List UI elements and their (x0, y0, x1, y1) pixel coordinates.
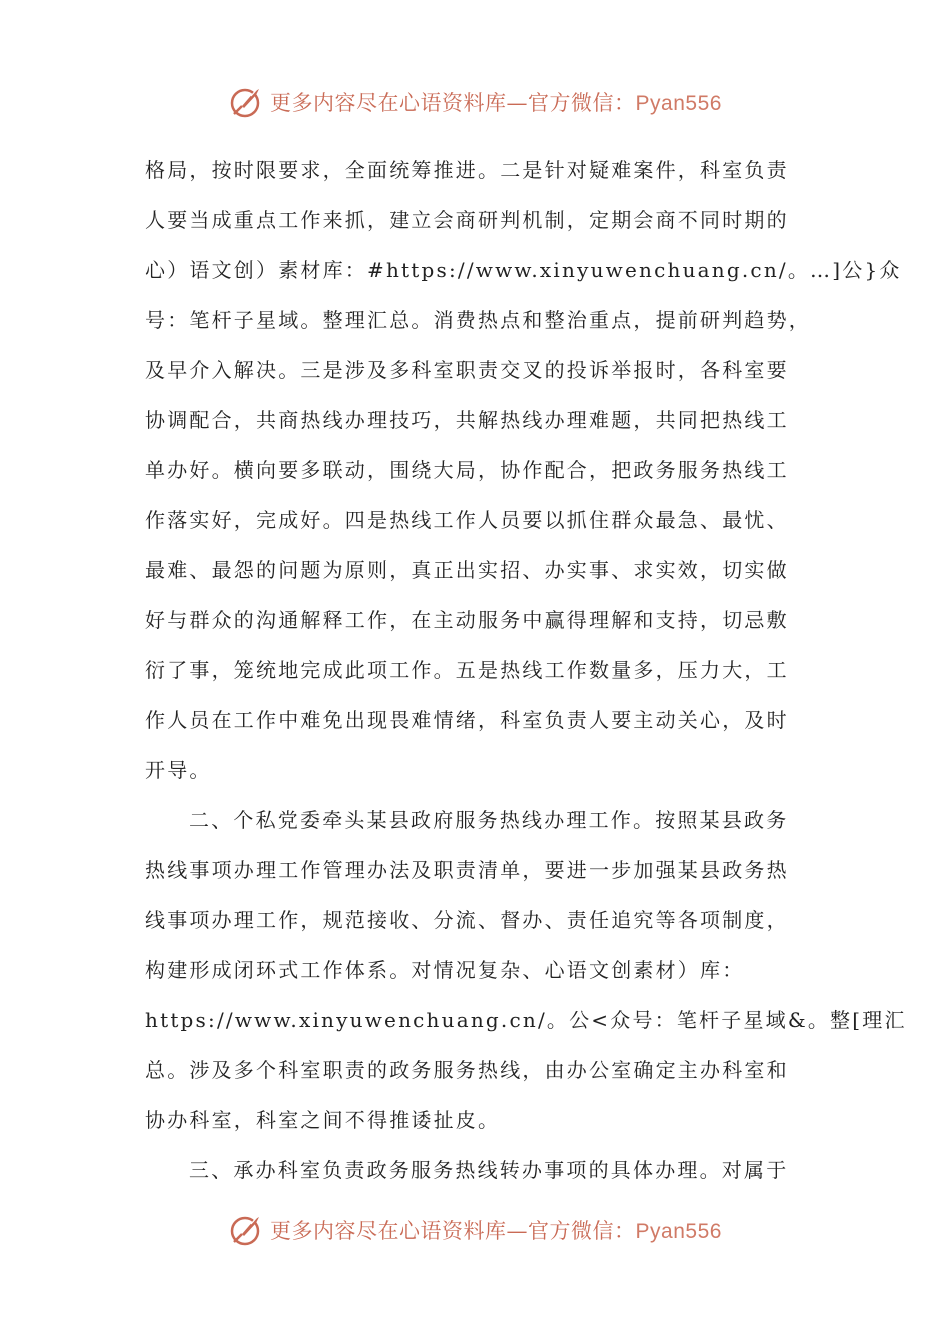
body-line: 作落实好，完成好。四是热线工作人员要以抓住群众最急、最忧、 (145, 508, 789, 532)
body-line-url: https://www.xinyuwenchuang.cn/。公<众号：笔杆子星域&。整[理汇 (145, 1008, 907, 1032)
body-line: 心）语文创）素材库：#https://www.xinyuwenchuang.cn/。…]公}众 (145, 258, 902, 282)
footer-wechat-id: Pyan556 (635, 1220, 722, 1243)
paragraph-heading-2: 二、个私党委牵头某县政府服务热线办理工作。按照某县政务 (189, 808, 789, 832)
body-line: 衍了事，笼统地完成此项工作。五是热线工作数量多，压力大，工 (145, 658, 789, 682)
body-line: 人要当成重点工作来抓，建立会商研判机制，定期会商不同时期的 (145, 208, 789, 232)
footer-banner (0, 1208, 950, 1252)
body-line: 及早介入解决。三是涉及多科室职责交叉的投诉举报时，各科室要 (145, 358, 789, 382)
body-line: 热线事项办理工作管理办法及职责清单，要进一步加强某县政务热 (145, 858, 789, 882)
paragraph-heading-3: 三、承办科室负责政务服务热线转办事项的具体办理。对属于 (189, 1158, 789, 1182)
body-line: 线事项办理工作，规范接收、分流、督办、责任追究等各项制度， (145, 908, 789, 932)
pen-nib-logo-icon (228, 1212, 264, 1248)
body-line: 好与群众的沟通解释工作，在主动服务中赢得理解和支持，切忌敷 (145, 608, 789, 632)
body-line: 总。涉及多个科室职责的政务服务热线，由办公室确定主办科室和 (145, 1058, 789, 1082)
body-line: 开导。 (145, 758, 212, 782)
body-line: 号：笔杆子星域。整理汇总。消费热点和整治重点，提前研判趋势， (145, 308, 811, 332)
body-line: 单办好。横向要多联动，围绕大局，协作配合，把政务服务热线工 (145, 458, 789, 482)
body-line: 协调配合，共商热线办理技巧，共解热线办理难题，共同把热线工 (145, 408, 789, 432)
header-banner-label: 更多内容尽在心语资料库—官方微信： (270, 91, 636, 115)
body-line: 格局，按时限要求，全面统筹推进。二是针对疑难案件，科室负责 (145, 158, 789, 182)
document-body (145, 145, 907, 1195)
header-banner-text (270, 87, 722, 117)
footer-banner-label: 更多内容尽在心语资料库—官方微信： (270, 1219, 636, 1243)
body-line: 协办科室，科室之间不得推诿扯皮。 (145, 1108, 501, 1132)
body-line: 构建形成闭环式工作体系。对情况复杂、心语文创素材）库： (145, 958, 745, 982)
header-banner (0, 80, 950, 124)
header-wechat-id: Pyan556 (635, 92, 722, 115)
pen-nib-logo-icon (228, 84, 264, 120)
footer-banner-text (270, 1215, 722, 1245)
body-line: 作人员在工作中难免出现畏难情绪，科室负责人要主动关心，及时 (145, 708, 789, 732)
body-line: 最难、最怨的问题为原则，真正出实招、办实事、求实效，切实做 (145, 558, 789, 582)
